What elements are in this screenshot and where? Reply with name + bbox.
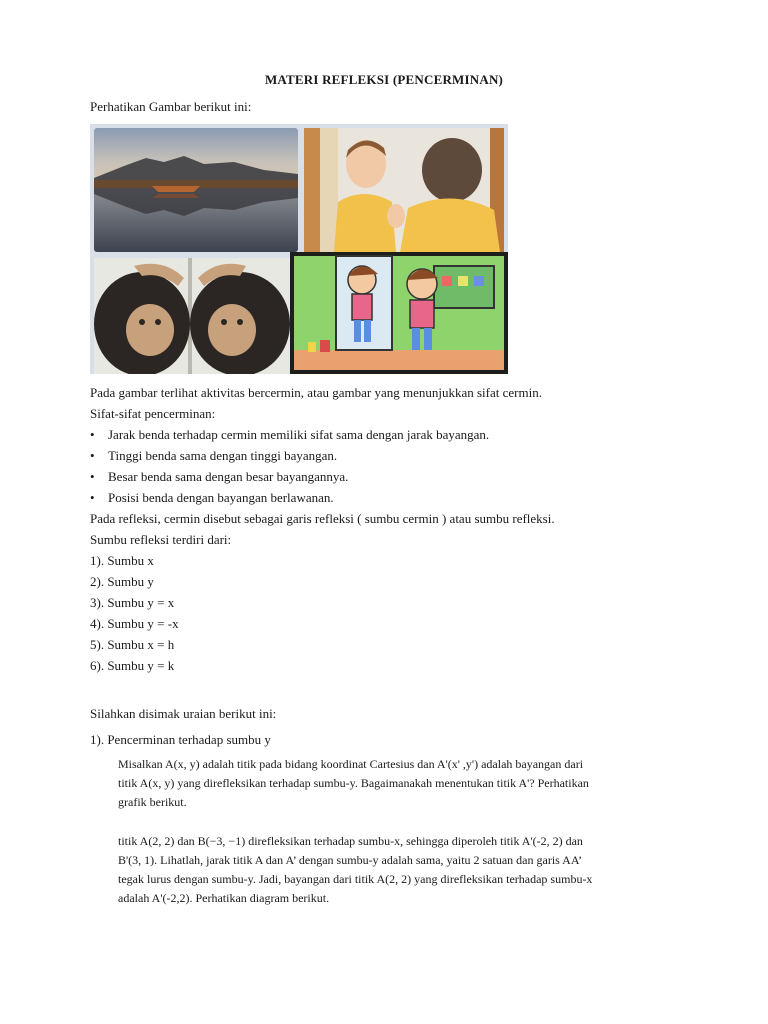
section-paragraph-line: adalah A'(-2,2). Perhatikan diagram berikut. bbox=[118, 891, 330, 905]
section-paragraph-line: Misalkan A(x, y) adalah titik pada bidang koordinat Cartesius dan A'(x' ,y') adalah bayangan dari bbox=[118, 757, 584, 771]
section-paragraph-line: tegak lurus dengan sumbu-y. Jadi, bayangan dari titik A(2, 2) yang direfleksikan terhadap sumbu-x bbox=[118, 872, 593, 886]
paragraph-2: Pada refleksi, cermin disebut sebagai garis refleksi ( sumbu cermin ) atau sumbu refleksi. bbox=[90, 511, 555, 526]
page-title: MATERI REFLEKSI (PENCERMINAN) bbox=[264, 72, 504, 87]
property-item: Jarak benda terhadap cermin memiliki sifat sama dengan jarak bayangan. bbox=[108, 427, 490, 442]
instruction-text: Silahkan disimak uraian berikut ini: bbox=[90, 706, 277, 721]
chimpanzee-mirror-icon bbox=[94, 258, 290, 374]
axes-heading: Sumbu refleksi terdiri dari: bbox=[90, 532, 232, 547]
reflection-figure bbox=[90, 124, 508, 374]
axis-item: 1). Sumbu x bbox=[90, 553, 154, 568]
axis-item: 4). Sumbu y = -x bbox=[90, 616, 179, 631]
bullet-icon: • bbox=[90, 448, 95, 463]
axis-item: 5). Sumbu x = h bbox=[90, 637, 175, 652]
lake-reflection-icon bbox=[94, 128, 298, 252]
properties-heading: Sifat-sifat pencerminan: bbox=[90, 406, 216, 421]
property-item: Tinggi benda sama dengan tinggi bayangan. bbox=[108, 448, 338, 463]
boy-mirror-icon bbox=[304, 128, 504, 252]
bullet-icon: • bbox=[90, 490, 95, 505]
bullet-icon: • bbox=[90, 469, 95, 484]
cartoon-boy-mirror-icon bbox=[290, 252, 508, 374]
axis-item: 3). Sumbu y = x bbox=[90, 595, 175, 610]
section-paragraph-line: B'(3, 1). Lihatlah, jarak titik A dan A’ dengan sumbu-y adalah sama, yaitu 2 satuan dan garis AA’ bbox=[118, 853, 583, 867]
section-paragraph-line: grafik berikut. bbox=[118, 795, 187, 809]
section-paragraph-line: titik A(2, 2) dan B(−3, −1) direfleksikan terhadap sumbu-x, sehingga diperoleh titik A'(-2, 2) dan bbox=[118, 834, 583, 848]
intro-text: Perhatikan Gambar berikut ini: bbox=[90, 99, 252, 114]
property-item: Posisi benda dengan bayangan berlawanan. bbox=[108, 490, 334, 505]
section-heading: 1). Pencerminan terhadap sumbu y bbox=[90, 732, 271, 747]
paragraph-1: Pada gambar terlihat aktivitas bercermin, atau gambar yang menunjukkan sifat cermin. bbox=[90, 385, 542, 400]
bullet-icon: • bbox=[90, 427, 95, 442]
axis-item: 2). Sumbu y bbox=[90, 574, 154, 589]
axis-item: 6). Sumbu y = k bbox=[90, 658, 175, 673]
section-paragraph-line: titik A(x, y) yang direfleksikan terhadap sumbu-y. Bagaimanakah menentukan titik A'? Perhatikan bbox=[118, 776, 589, 790]
property-item: Besar benda sama dengan besar bayangannya. bbox=[108, 469, 349, 484]
